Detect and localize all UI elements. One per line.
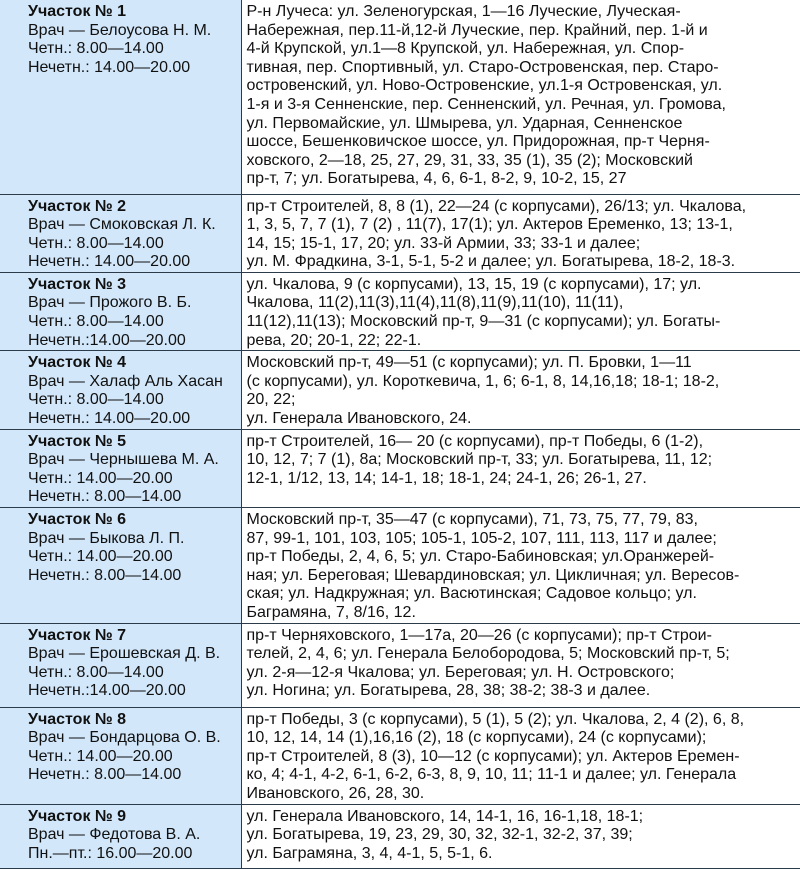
- hours-line: Четн.: 14.00—20.00: [28, 548, 173, 566]
- hours-line: Нечетн.: 8.00—14.00: [28, 488, 182, 506]
- district-info-cell: [0, 623, 241, 707]
- district-row: [0, 0, 800, 194]
- hours-line: Нечетн.: 14.00—20.00: [28, 410, 191, 428]
- district-addresses-cell: [241, 707, 800, 804]
- address-line: островенский, ул. Ново-Островенские, ул.1-я Островенская, ул.: [246, 77, 723, 95]
- district-title: Участок № 5: [28, 432, 127, 450]
- district-addresses-cell: [241, 508, 800, 624]
- hours-line: Нечетн.: 14.00—20.00: [28, 253, 191, 271]
- address-line: пр-т Победы, 2, 4, 6, 5; ул. Старо-Бабиновская; ул.Оранжерей-: [246, 548, 715, 566]
- office-hours: [28, 664, 235, 701]
- office-hours: [28, 313, 235, 350]
- district-addresses-cell: [241, 351, 800, 429]
- address-line: Чкалова, 11(2),11(3),11(4),11(8),11(9),11(10), 11(11),: [246, 294, 624, 312]
- office-hours: [28, 470, 235, 507]
- district-info-cell: [0, 508, 241, 624]
- office-hours: [28, 845, 235, 864]
- address-line: ул. М. Фрадкина, 3-1, 5-1, 5-2 и далее; ул. Богатырева, 18-2, 18-3.: [246, 253, 736, 271]
- district-title: Участок № 6: [28, 511, 127, 528]
- district-addresses-cell: [241, 804, 800, 868]
- address-line: ул. Первомайские, ул. Шмырева, ул. Ударная, Сенненское: [246, 114, 683, 132]
- district-title: Участок № 4: [28, 354, 127, 372]
- address-line: ул. Баграмяна, 3, 4, 4-1, 5, 5-1, 6.: [246, 844, 493, 862]
- hours-line: Нечетн.:14.00—20.00: [28, 682, 186, 700]
- address-line: рева, 20; 20-1, 22; 22-1.: [246, 331, 422, 349]
- address-line: Набережная, пер.11-й,12-й Луческие, пер. Крайний, пер. 1-й и: [246, 21, 708, 39]
- hours-line: Нечетн.: 8.00—14.00: [28, 766, 182, 784]
- address-line: 1-я и 3-я Сенненские, пер. Сенненский, ул. Речная, ул. Громова,: [246, 95, 726, 113]
- district-info-cell: [0, 272, 241, 350]
- hours-line: Нечетн.: 8.00—14.00: [28, 566, 182, 584]
- address-line: Р-н Лучеса: ул. Зеленогурская, 1—16 Луческие, Луческая-: [246, 3, 681, 20]
- doctor-name: Врач — Бондарцова О. В.: [28, 729, 221, 747]
- district-row: [0, 351, 800, 429]
- address-line: Московский пр-т, 49—51 (с корпусами); ул. П. Бровки, 1—11: [246, 354, 692, 372]
- address-line: 12-1, 1/12, 13, 14; 14-1, 18; 18-1, 24; 24-1, 26; 26-1, 27.: [246, 469, 647, 487]
- office-hours: [28, 235, 235, 272]
- hours-line: Четн.: 8.00—14.00: [28, 40, 164, 58]
- district-info-cell: [0, 707, 241, 804]
- address-line: пр-т Черняховского, 1—17а, 20—26 (с корпусами); пр-т Строи-: [246, 626, 712, 644]
- address-line: ская; ул. Надкружная; ул. Васютинская; Садовое кольцо; ул.: [246, 585, 697, 603]
- address-line: Ивановского, 26, 28, 30.: [246, 784, 425, 802]
- district-row: [0, 429, 800, 507]
- district-title: Участок № 7: [28, 626, 127, 644]
- address-line: 1, 3, 5, 7, 7 (1), 7 (2) , 11(7), 17(1); ул. Актеров Еременко, 13; 13-1,: [246, 216, 733, 234]
- district-row: [0, 623, 800, 707]
- address-line: 87, 99-1, 101, 103, 105; 105-1, 105-2, 107, 111, 113, 117 и далее;: [246, 529, 717, 547]
- hours-line: Четн.: 8.00—14.00: [28, 234, 164, 252]
- district-row: [0, 707, 800, 804]
- doctor-name: Врач — Белоусова Н. М.: [28, 21, 212, 39]
- doctor-name: Врач — Быкова Л. П.: [28, 529, 185, 547]
- district-title: Участок № 3: [28, 275, 127, 293]
- address-line: пр-т Строителей, 8, 8 (1), 22—24 (с корпусами), 26/13; ул. Чкалова,: [246, 197, 747, 215]
- address-line: ул. 2-я—12-я Чкалова; ул. Береговая; ул. Н. Островского;: [246, 663, 675, 681]
- district-title: Участок № 2: [28, 197, 127, 215]
- district-addresses-cell: [241, 0, 800, 194]
- hours-line: Пн.—пт.: 16.00—20.00: [28, 844, 193, 862]
- district-addresses-cell: [241, 429, 800, 507]
- district-row: [0, 804, 800, 868]
- district-info-cell: [0, 351, 241, 429]
- doctor-name: Врач — Смоковская Л. К.: [28, 216, 216, 234]
- office-hours: [28, 40, 235, 77]
- doctor-name: Врач — Ерошевская Д. В.: [28, 645, 221, 663]
- office-hours: [28, 391, 235, 428]
- hours-line: Нечетн.: 14.00—20.00: [28, 58, 191, 76]
- address-line: 4-й Крупской, ул.1—8 Крупской, ул. Набережная, ул. Спор-: [246, 40, 685, 58]
- address-line: ул. Чкалова, 9 (с корпусами), 13, 15, 19 (с корпусами), 17; ул.: [246, 275, 702, 293]
- district-row: [0, 194, 800, 272]
- address-line: 20, 22;: [246, 391, 296, 409]
- district-info-cell: [0, 804, 241, 868]
- doctor-name: Врач — Прожого В. Б.: [28, 294, 192, 312]
- address-line: (с корпусами), ул. Короткевича, 1, 6; 6-1, 8, 14,16,18; 18-1; 18-2,: [246, 372, 720, 390]
- address-line: 10, 12, 14, 14 (1),16,16 (2), 18 (с корпусами), 24 (с корпусами);: [246, 729, 707, 747]
- district-info-cell: [0, 429, 241, 507]
- hours-line: Четн.: 8.00—14.00: [28, 313, 164, 331]
- office-hours: [28, 548, 235, 585]
- district-title: Участок № 8: [28, 710, 127, 728]
- district-title: Участок № 1: [28, 3, 127, 20]
- doctor-name: Врач — Халаф Аль Хасан: [28, 372, 223, 390]
- address-line: тивная, пер. Спортивный, ул. Старо-Островенская, пер. Старо-: [246, 58, 719, 76]
- address-line: пр-т Победы, 3 (с корпусами), 5 (1), 5 (2); ул. Чкалова, 2, 4 (2), 6, 8,: [246, 710, 745, 728]
- address-line: ул. Богатырева, 19, 23, 29, 30, 32, 32-1, 32-2, 37, 39;: [246, 826, 633, 844]
- district-title: Участок № 9: [28, 807, 127, 825]
- address-line: пр-т Строителей, 16— 20 (с корпусами), пр-т Победы, 6 (1-2),: [246, 432, 704, 450]
- doctor-name: Врач — Федотова В. А.: [28, 826, 201, 844]
- hours-line: Четн.: 8.00—14.00: [28, 663, 164, 681]
- address-line: телей, 2, 4, 6; ул. Генерала Белобородова, 5; Московский пр-т, 5;: [246, 645, 730, 663]
- address-line: ная; ул. Береговая; Шевардиновская; ул. Цикличная; ул. Вересов-: [246, 566, 740, 584]
- address-line: Московский пр-т, 35—47 (с корпусами), 71, 73, 75, 77, 79, 83,: [246, 511, 698, 528]
- address-line: шоссе, Бешенковичское шоссе, ул. Придорожная, пр-т Черня-: [246, 133, 710, 151]
- hours-line: Четн.: 14.00—20.00: [28, 747, 173, 765]
- office-hours: [28, 748, 235, 785]
- address-line: 11(12),11(13); Московский пр-т, 9—31 (с корпусами); ул. Богаты-: [246, 313, 721, 331]
- address-line: 14, 15; 15-1, 17, 20; ул. 33-й Армии, 33; 33-1 и далее;: [246, 234, 641, 252]
- district-addresses-cell: [241, 272, 800, 350]
- address-line: пр-т Строителей, 8 (3), 10—12 (с корпусами); ул. Актеров Еремен-: [246, 747, 740, 765]
- hours-line: Четн.: 8.00—14.00: [28, 391, 164, 409]
- district-addresses-cell: [241, 194, 800, 272]
- district-row: [0, 508, 800, 624]
- address-line: ховского, 2—18, 25, 27, 29, 31, 33, 35 (1), 35 (2); Московский: [246, 151, 693, 169]
- address-line: Баграмяна, 7, 8/16, 12.: [246, 603, 416, 621]
- district-row: [0, 272, 800, 350]
- district-info-cell: [0, 194, 241, 272]
- address-line: ул. Генерала Ивановского, 24.: [246, 410, 472, 428]
- district-addresses-cell: [241, 623, 800, 707]
- doctor-name: Врач — Чернышева М. А.: [28, 451, 219, 469]
- address-line: ул. Ногина; ул. Богатырева, 28, 38; 38-2; 38-3 и далее.: [246, 682, 651, 700]
- address-line: 10, 12, 7; 7 (1), 8а; Московский пр-т, 33; ул. Богатырева, 11, 12;: [246, 451, 713, 469]
- address-line: ул. Генерала Ивановского, 14, 14-1, 16, 16-1,18, 18-1;: [246, 807, 644, 825]
- address-line: пр-т, 7; ул. Богатырева, 4, 6, 6-1, 8-2, 9, 10-2, 15, 27: [246, 170, 627, 188]
- hours-line: Четн.: 14.00—20.00: [28, 469, 173, 487]
- address-line: ко, 4; 4-1, 4-2, 6-1, 6-2, 6-3, 8, 9, 10, 11; 11-1 и далее; ул. Генерала: [246, 766, 737, 784]
- district-info-cell: [0, 0, 241, 194]
- hours-line: Нечетн.:14.00—20.00: [28, 331, 186, 349]
